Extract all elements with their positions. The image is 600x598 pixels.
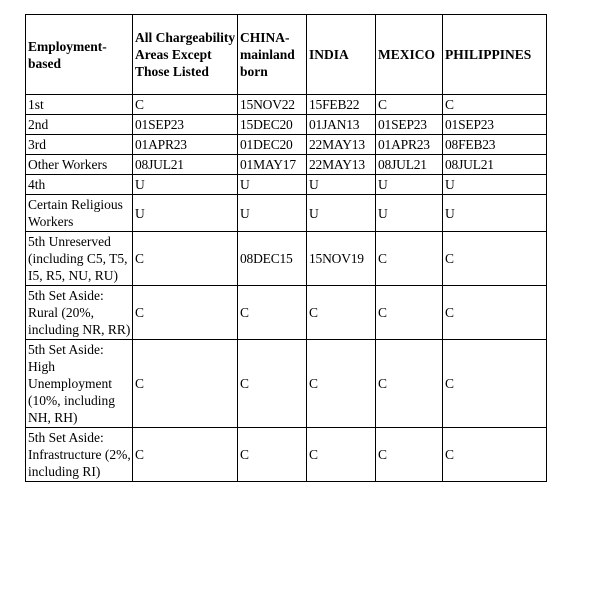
cell-all-chargeability: 01SEP23 [133, 115, 238, 135]
header-employment-based: Employment-based [26, 15, 133, 95]
cell-india: 01JAN13 [307, 115, 376, 135]
cell-india: C [307, 286, 376, 340]
header-row [26, 15, 547, 95]
cell-india: 15FEB22 [307, 95, 376, 115]
cell-china: 01MAY17 [238, 155, 307, 175]
cell-india: C [307, 428, 376, 482]
header-mexico: MEXICO [376, 15, 443, 95]
cell-philippines: C [443, 95, 547, 115]
table-header [26, 15, 547, 95]
cell-all-chargeability: C [133, 428, 238, 482]
cell-china: U [238, 195, 307, 232]
header-philippines: PHILIPPINES [443, 15, 547, 95]
table-row [26, 428, 547, 482]
cell-india: U [307, 175, 376, 195]
cell-philippines: U [443, 175, 547, 195]
header-all-chargeability: All Chargeability Areas Except Those Listed [133, 15, 238, 95]
table-row [26, 175, 547, 195]
cell-china: 15DEC20 [238, 115, 307, 135]
row-category: 3rd [26, 135, 133, 155]
row-category: 5th Unreserved (including C5, T5, I5, R5, NU, RU) [26, 232, 133, 286]
table-row [26, 135, 547, 155]
table-row [26, 195, 547, 232]
table-row [26, 95, 547, 115]
row-category: 5th Set Aside: Infrastructure (2%, including RI) [26, 428, 133, 482]
cell-mexico: C [376, 340, 443, 428]
cell-india: 22MAY13 [307, 155, 376, 175]
cell-all-chargeability: U [133, 195, 238, 232]
cell-mexico: C [376, 232, 443, 286]
cell-india: 15NOV19 [307, 232, 376, 286]
cell-philippines: U [443, 195, 547, 232]
visa-bulletin-table [25, 14, 547, 482]
cell-mexico: 01SEP23 [376, 115, 443, 135]
row-category: 1st [26, 95, 133, 115]
table-row [26, 232, 547, 286]
table-row [26, 340, 547, 428]
cell-all-chargeability: 01APR23 [133, 135, 238, 155]
cell-china: 15NOV22 [238, 95, 307, 115]
header-china: CHINA-mainland born [238, 15, 307, 95]
header-india: INDIA [307, 15, 376, 95]
cell-all-chargeability: C [133, 232, 238, 286]
cell-china: C [238, 340, 307, 428]
cell-china: 08DEC15 [238, 232, 307, 286]
cell-mexico: C [376, 286, 443, 340]
cell-philippines: C [443, 340, 547, 428]
cell-all-chargeability: U [133, 175, 238, 195]
row-category: Certain Religious Workers [26, 195, 133, 232]
cell-philippines: 08JUL21 [443, 155, 547, 175]
cell-india: U [307, 195, 376, 232]
cell-china: C [238, 428, 307, 482]
cell-all-chargeability: 08JUL21 [133, 155, 238, 175]
cell-mexico: U [376, 195, 443, 232]
table-row [26, 115, 547, 135]
table-row [26, 155, 547, 175]
cell-philippines: C [443, 428, 547, 482]
row-category: 5th Set Aside: Rural (20%, including NR, RR) [26, 286, 133, 340]
cell-all-chargeability: C [133, 340, 238, 428]
cell-philippines: 01SEP23 [443, 115, 547, 135]
cell-china: C [238, 286, 307, 340]
cell-mexico: 08JUL21 [376, 155, 443, 175]
row-category: 2nd [26, 115, 133, 135]
cell-china: U [238, 175, 307, 195]
cell-mexico: C [376, 428, 443, 482]
cell-philippines: 08FEB23 [443, 135, 547, 155]
row-category: Other Workers [26, 155, 133, 175]
table-body [26, 95, 547, 482]
cell-all-chargeability: C [133, 95, 238, 115]
cell-all-chargeability: C [133, 286, 238, 340]
row-category: 4th [26, 175, 133, 195]
cell-china: 01DEC20 [238, 135, 307, 155]
cell-philippines: C [443, 232, 547, 286]
cell-india: 22MAY13 [307, 135, 376, 155]
cell-india: C [307, 340, 376, 428]
cell-philippines: C [443, 286, 547, 340]
table-row [26, 286, 547, 340]
row-category: 5th Set Aside: High Unemployment (10%, including NH, RH) [26, 340, 133, 428]
cell-mexico: 01APR23 [376, 135, 443, 155]
cell-mexico: U [376, 175, 443, 195]
cell-mexico: C [376, 95, 443, 115]
